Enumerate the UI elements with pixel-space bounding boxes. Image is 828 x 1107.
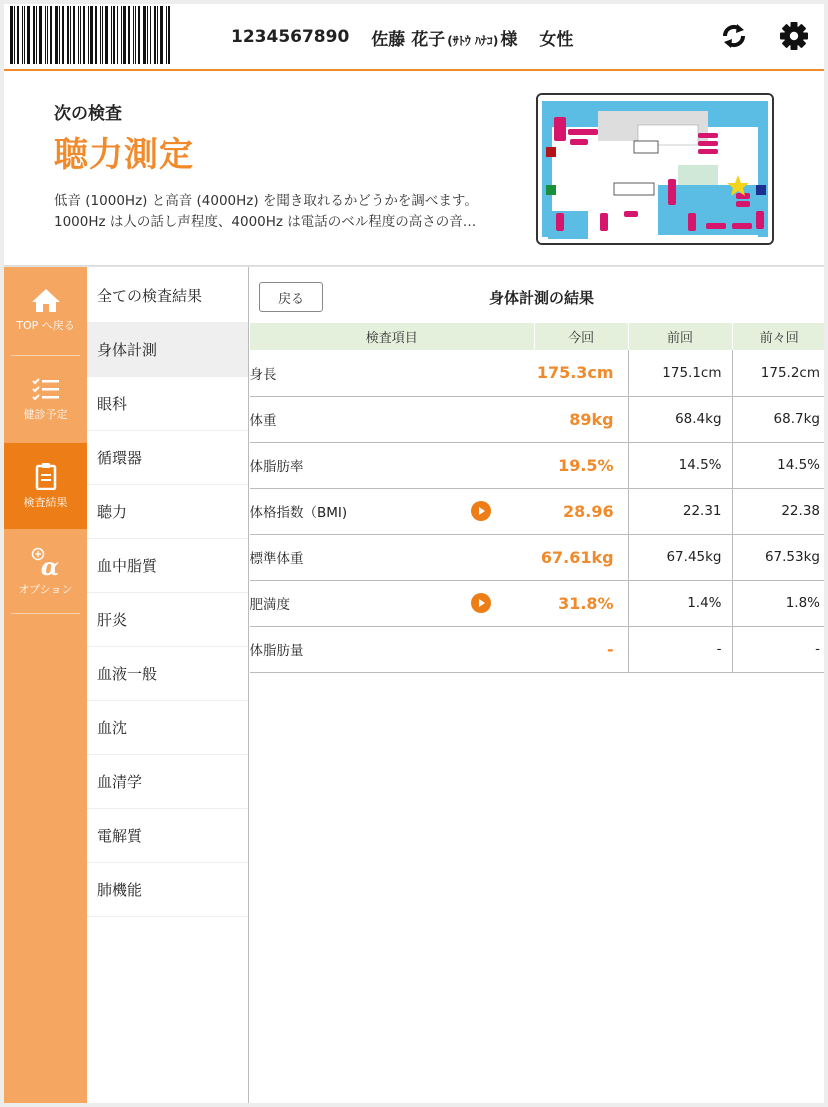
result-row xyxy=(250,534,825,580)
next-exam-description xyxy=(54,191,514,233)
results-panel xyxy=(249,267,824,1103)
barcode-bar xyxy=(143,6,146,64)
barcode-bar xyxy=(24,6,25,64)
category-item[interactable]: 血清学 xyxy=(87,755,248,809)
column-header: 前々回 xyxy=(732,323,824,350)
result-current-value xyxy=(534,442,628,488)
barcode-bar xyxy=(59,6,60,64)
patient-name: 佐藤 花子 xyxy=(371,29,446,50)
result-item-name-text: 体重 xyxy=(249,413,277,429)
barcode-bar xyxy=(150,6,151,64)
barcode-bar xyxy=(111,6,112,64)
category-item[interactable]: 血液一般 xyxy=(87,647,248,701)
result-previous-value xyxy=(628,396,732,442)
nav-divider xyxy=(11,613,80,614)
nav-divider xyxy=(11,355,80,356)
result-before-previous-value-text: 67.53kg xyxy=(764,549,820,565)
nav-options-label: オプション xyxy=(18,583,73,596)
result-item-name-text: 肥満度 xyxy=(249,597,290,613)
barcode-bar xyxy=(113,6,115,64)
result-current-value-text: 31.8% xyxy=(558,593,614,613)
result-current-value xyxy=(534,396,628,442)
category-item[interactable]: 聴力 xyxy=(87,485,248,539)
barcode-bar xyxy=(123,6,126,64)
result-previous-value-text: 68.4kg xyxy=(675,411,722,427)
result-current-value xyxy=(534,580,628,626)
results-table xyxy=(249,323,824,673)
category-list xyxy=(87,267,249,1103)
app-frame xyxy=(4,4,824,1103)
barcode-bar xyxy=(10,6,13,64)
next-exam-label: 次の検査 xyxy=(54,104,122,124)
result-before-previous-value xyxy=(732,626,824,672)
svg-text:α: α xyxy=(40,552,59,577)
result-row xyxy=(250,396,825,442)
result-current-value-text: 89kg xyxy=(569,409,614,429)
patient-sex: 女性 xyxy=(539,29,574,50)
barcode-bar xyxy=(121,6,122,64)
next-exam-description-line: 1000Hz は人の話し声程度、4000Hz は電話のベル程度の高さの音… xyxy=(54,214,477,230)
barcode-bar xyxy=(67,6,69,64)
result-previous-value-text: 67.45kg xyxy=(666,549,722,565)
nav-schedule-label: 健診予定 xyxy=(23,408,68,421)
result-current-value xyxy=(534,350,628,396)
category-item[interactable]: 電解質 xyxy=(87,809,248,863)
result-item-name xyxy=(250,442,535,488)
nav-top-label: TOP へ戻る xyxy=(16,319,75,332)
barcode-bar xyxy=(78,6,79,64)
barcode-bar xyxy=(128,6,130,64)
barcode-image xyxy=(10,6,172,64)
result-current-value xyxy=(534,534,628,580)
barcode-bar xyxy=(39,6,42,64)
result-previous-value-text: 14.5% xyxy=(678,457,722,473)
barcode-bar xyxy=(154,6,156,64)
barcode-bar xyxy=(102,6,103,64)
results-header-row xyxy=(250,323,825,350)
next-exam-title: 聴力測定 xyxy=(54,135,194,175)
nav-options[interactable] xyxy=(4,529,87,615)
category-item[interactable]: 肺機能 xyxy=(87,863,248,917)
result-before-previous-value-text: 175.2cm xyxy=(760,364,820,381)
barcode-bar xyxy=(160,6,163,64)
result-item-name-text: 体格指数（BMI) xyxy=(249,505,348,521)
result-previous-value xyxy=(628,442,732,488)
result-before-previous-value xyxy=(732,396,824,442)
result-item-name-text: 体脂肪量 xyxy=(249,643,304,659)
result-current-value-text: 28.96 xyxy=(562,501,614,521)
category-item[interactable]: 身体計測 xyxy=(87,323,248,377)
result-previous-value xyxy=(628,580,732,626)
result-item-name-text: 身長 xyxy=(249,366,277,383)
left-nav xyxy=(4,267,87,1103)
barcode-bar xyxy=(73,6,76,64)
result-row xyxy=(250,488,825,534)
result-item-name-text: 体脂肪率 xyxy=(249,459,304,475)
result-previous-value xyxy=(628,488,732,534)
next-exam-panel xyxy=(4,73,824,267)
result-before-previous-value xyxy=(732,488,824,534)
barcode-bar xyxy=(117,6,118,64)
barcode-bar xyxy=(88,6,89,64)
patient-name-block xyxy=(371,25,517,50)
result-previous-value-text: 22.31 xyxy=(682,503,722,519)
result-current-value-text: 19.5% xyxy=(558,455,614,475)
result-before-previous-value-text: 22.38 xyxy=(781,503,820,519)
alpha-plus-icon xyxy=(29,547,63,577)
category-item[interactable]: 眼科 xyxy=(87,377,248,431)
barcode-bar xyxy=(90,6,93,64)
barcode-bar xyxy=(105,6,108,64)
barcode-bar xyxy=(166,6,167,64)
result-item-name xyxy=(250,534,535,580)
barcode-bar xyxy=(50,6,52,64)
result-previous-value xyxy=(628,350,732,396)
result-before-previous-value xyxy=(732,580,824,626)
result-item-name xyxy=(250,626,535,672)
category-item[interactable]: 血沈 xyxy=(87,701,248,755)
column-header: 前回 xyxy=(628,323,732,350)
clipboard-icon xyxy=(35,462,57,490)
result-before-previous-value-text: - xyxy=(815,641,820,657)
nav-schedule[interactable] xyxy=(4,357,87,443)
barcode-bar xyxy=(22,6,23,64)
category-item[interactable]: 血中脂質 xyxy=(87,539,248,593)
barcode-bar xyxy=(168,6,170,64)
back-button[interactable]: 戻る xyxy=(259,282,323,312)
barcode-bar xyxy=(27,6,30,64)
gear-icon[interactable] xyxy=(776,18,812,54)
patient-honorific: 様 xyxy=(500,29,518,50)
result-before-previous-value xyxy=(732,534,824,580)
result-item-name xyxy=(250,580,535,626)
barcode-bar xyxy=(62,6,64,64)
result-row xyxy=(250,442,825,488)
barcode-bar xyxy=(135,6,136,64)
result-before-previous-value xyxy=(732,350,824,396)
barcode-bar xyxy=(95,6,97,64)
result-previous-value-text: 1.4% xyxy=(687,595,722,611)
nav-top[interactable] xyxy=(4,267,87,353)
barcode-bar xyxy=(157,6,158,64)
barcode-bar xyxy=(133,6,134,64)
column-header: 検査項目 xyxy=(250,323,535,350)
barcode-bar xyxy=(17,6,19,64)
result-row xyxy=(250,350,825,396)
barcode-bar xyxy=(100,6,101,64)
result-before-previous-value xyxy=(732,442,824,488)
barcode-bar xyxy=(70,6,71,64)
result-current-value xyxy=(534,488,628,534)
patient-kana: (ｻﾄｳ ﾊﾅｺ) xyxy=(447,33,499,48)
result-item-name xyxy=(250,350,535,396)
play-icon[interactable] xyxy=(471,593,491,613)
barcode-bar xyxy=(47,6,48,64)
result-before-previous-value-text: 1.8% xyxy=(785,595,820,611)
result-previous-value xyxy=(628,534,732,580)
next-exam-description-line: 低音 (1000Hz) と高音 (4000Hz) を聞き取れるかどうかを調べます。 xyxy=(54,193,478,209)
category-item[interactable]: 肝炎 xyxy=(87,593,248,647)
result-before-previous-value-text: 14.5% xyxy=(777,457,820,473)
result-item-name xyxy=(250,488,535,534)
result-row xyxy=(250,626,825,672)
result-row xyxy=(250,580,825,626)
patient-info xyxy=(231,23,573,51)
barcode-bar xyxy=(147,6,148,64)
play-icon[interactable] xyxy=(471,501,491,521)
result-current-value-text: 67.61kg xyxy=(540,547,614,567)
barcode-bar xyxy=(55,6,58,64)
patient-id: 1234567890 xyxy=(231,27,350,47)
barcode-bar xyxy=(80,6,81,64)
home-icon xyxy=(31,287,61,313)
patient-header xyxy=(4,4,824,71)
nav-results-label: 検査結果 xyxy=(23,496,68,509)
barcode-bar xyxy=(83,6,85,64)
barcode-bar xyxy=(36,6,37,64)
barcode-bar xyxy=(138,6,140,64)
category-item[interactable]: 全ての検査結果 xyxy=(87,269,248,323)
floor-map-thumbnail[interactable] xyxy=(536,93,774,245)
result-before-previous-value-text: 68.7kg xyxy=(773,411,820,427)
barcode-bar xyxy=(14,6,15,64)
refresh-icon[interactable] xyxy=(716,18,752,54)
result-previous-value-text: - xyxy=(716,641,722,657)
result-current-value-text: - xyxy=(606,639,614,659)
result-previous-value-text: 175.1cm xyxy=(662,364,722,381)
nav-results[interactable] xyxy=(4,443,87,529)
result-previous-value xyxy=(628,626,732,672)
barcode-bar xyxy=(45,6,46,64)
column-header: 今回 xyxy=(534,323,628,350)
result-item-name xyxy=(250,396,535,442)
barcode-bar xyxy=(33,6,35,64)
results-title: 身体計測の結果 xyxy=(488,289,594,307)
category-item[interactable]: 循環器 xyxy=(87,431,248,485)
result-current-value-text: 175.3cm xyxy=(536,363,614,383)
result-item-name-text: 標準体重 xyxy=(249,551,304,567)
checklist-icon xyxy=(31,378,61,402)
result-current-value xyxy=(534,626,628,672)
